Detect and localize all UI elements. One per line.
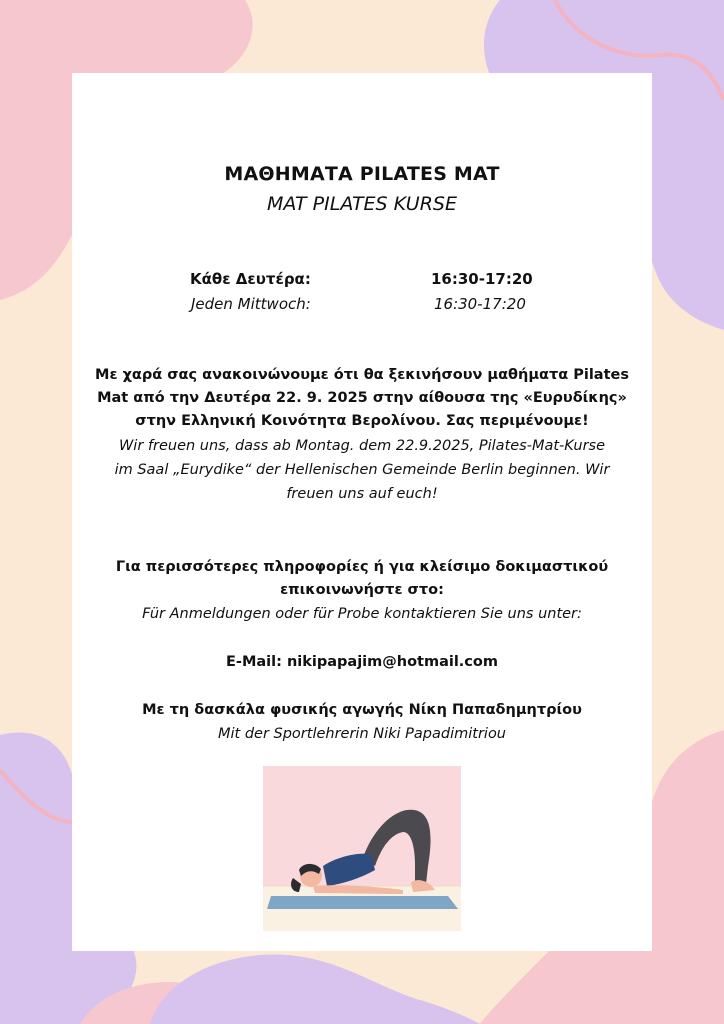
schedule-time-greek: 16:30-17:20	[431, 270, 533, 288]
announcement-greek-line-2: Mat από την Δευτέρα 22. 9. 2025 στην αίθουσα της «Ευρυδίκης»	[97, 390, 627, 406]
pilates-bridge-illustration	[263, 766, 461, 931]
title-german: MAT PILATES KURSE	[267, 193, 457, 215]
schedule-day-greek: Κάθε Δευτέρα:	[190, 270, 311, 288]
announcement-german-line-2: im Saal „Eurydike“ der Hellenischen Gemeinde Berlin beginnen. Wir	[114, 462, 610, 478]
lavender-blob-bottom-center	[150, 955, 480, 1024]
email-line	[80, 651, 644, 673]
announcement-german-line-3: freuen uns auf euch!	[286, 486, 438, 502]
announcement-greek-line-3: στην Ελληνική Κοινότητα Βερολίνου. Σας περιμένουμε!	[135, 413, 589, 429]
contact-greek-line-1: Για περισσότερες πληροφορίες ή για κλείσιμο δοκιμαστικού	[115, 559, 609, 575]
flyer-card	[72, 73, 652, 951]
announcement-greek-line-1: Με χαρά σας ανακοινώνουμε ότι θα ξεκινήσουν μαθήματα Pilates	[95, 367, 629, 383]
email-label: E-Mail:	[226, 654, 282, 670]
announcement-german-line-1: Wir freuen uns, dass ab Montag. dem 22.9.2025, Pilates-Mat-Kurse	[118, 438, 606, 454]
teacher-greek: Με τη δασκάλα φυσικής αγωγής Νίκη Παπαδημητρίου	[142, 702, 582, 718]
contact-german: Für Anmeldungen oder für Probe kontaktieren Sie uns unter:	[142, 606, 582, 622]
title-greek: ΜΑΘΗΜΑΤΑ PILATES MAT	[224, 163, 500, 185]
teacher-german: Mit der Sportlehrerin Niki Papadimitriou	[217, 726, 507, 742]
email-address[interactable]: nikipapajim@hotmail.com	[286, 654, 498, 670]
schedule-day-german: Jeden Mittwoch:	[191, 295, 311, 313]
schedule-time-german: 16:30-17:20	[434, 295, 526, 313]
contact-greek-line-2: επικοινωνήστε στο:	[280, 582, 444, 598]
